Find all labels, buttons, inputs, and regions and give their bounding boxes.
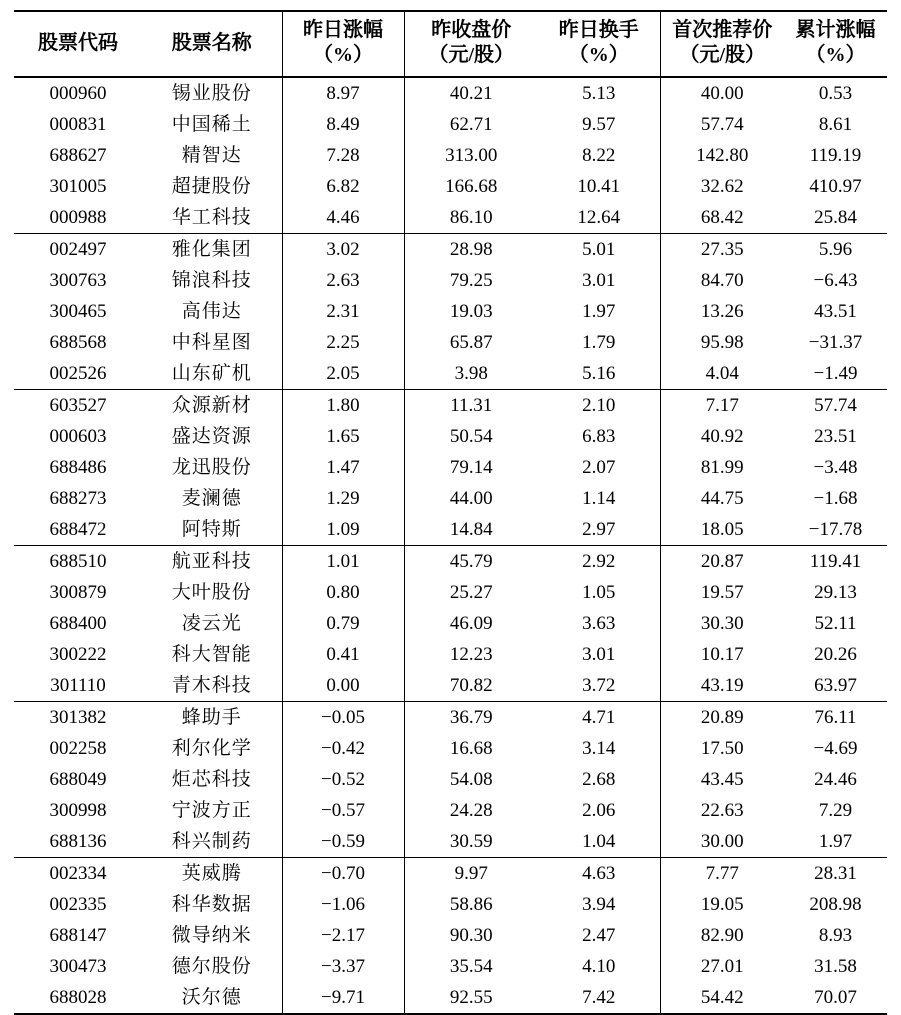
cell-stock-name: 华工科技 (171, 207, 252, 228)
table-row (14, 826, 887, 858)
cell-prev-change: −9.71 (282, 982, 404, 1014)
cell-cumulative-change: −3.48 (813, 457, 858, 478)
table-row (14, 109, 887, 140)
table-header (14, 11, 887, 77)
cell-prev-close: 30.59 (404, 826, 538, 858)
cell-stock-code: 300473 (49, 956, 107, 977)
cell-prev-close: 86.10 (404, 202, 538, 234)
cell-stock-name: 中国稀土 (171, 114, 252, 135)
table-row (14, 577, 887, 608)
cell-prev-close: 313.00 (404, 140, 538, 171)
cell-stock-code: 688049 (49, 769, 107, 790)
cell-stock-name: 科华数据 (171, 894, 252, 915)
table-row (14, 951, 887, 982)
cell-turnover: 5.16 (582, 363, 616, 384)
cell-stock-code: 300879 (49, 582, 107, 603)
cell-prev-close: 28.98 (404, 234, 538, 266)
column-header-name (142, 11, 282, 77)
table-row (14, 390, 887, 422)
cell-turnover: 2.07 (582, 457, 616, 478)
cell-stock-code: 300222 (49, 644, 107, 665)
cell-first-rec-price: 54.42 (660, 982, 784, 1014)
table-row (14, 421, 887, 452)
column-header-turnover-line1: 昨日换手 (558, 19, 639, 41)
table-row (14, 546, 887, 578)
cell-first-rec-price: 7.17 (660, 390, 784, 422)
cell-prev-change: −0.52 (282, 764, 404, 795)
cell-stock-code: 688568 (49, 332, 107, 353)
cell-prev-close: 12.23 (404, 639, 538, 670)
table-row (14, 608, 887, 639)
cell-cumulative-change: −31.37 (808, 332, 863, 353)
column-header-prev-change-line2: （%） (313, 44, 373, 66)
cell-prev-close: 79.14 (404, 452, 538, 483)
cell-first-rec-price: 142.80 (660, 140, 784, 171)
cell-stock-code: 002334 (14, 858, 142, 890)
cell-first-rec-price: 81.99 (660, 452, 784, 483)
cell-stock-name: 炬芯科技 (171, 769, 252, 790)
cell-prev-change: 4.46 (282, 202, 404, 234)
cell-prev-close: 65.87 (404, 327, 538, 358)
cell-first-rec-price: 57.74 (660, 109, 784, 140)
column-header-prev-change-line1: 昨日涨幅 (303, 19, 383, 41)
cell-prev-change: −0.42 (282, 733, 404, 764)
table-row (14, 514, 887, 546)
cell-cumulative-change: −1.49 (813, 363, 858, 384)
cell-cumulative-change: 119.19 (809, 145, 862, 166)
cell-prev-change: 1.29 (282, 483, 404, 514)
cell-prev-close: 54.08 (404, 764, 538, 795)
table-row (14, 982, 887, 1014)
table-row (14, 358, 887, 390)
cell-turnover: 5.01 (538, 234, 660, 266)
cell-prev-change: 6.82 (282, 171, 404, 202)
cell-stock-code: 000988 (49, 207, 107, 228)
cell-turnover: 3.01 (582, 270, 616, 291)
cell-prev-close: 45.79 (404, 546, 538, 578)
cell-stock-name: 山东矿机 (171, 363, 252, 384)
table-row (14, 296, 887, 327)
cell-turnover: 2.06 (582, 800, 616, 821)
cell-cumulative-change: 7.29 (818, 800, 853, 821)
cell-cumulative-change: 8.93 (818, 925, 853, 946)
cell-first-rec-price: 43.19 (660, 670, 784, 702)
cell-turnover: 5.13 (582, 83, 616, 104)
cell-turnover: 3.01 (582, 644, 616, 665)
cell-prev-change: 2.25 (282, 327, 404, 358)
cell-turnover: 9.57 (582, 114, 616, 135)
cell-prev-change: 2.31 (282, 296, 404, 327)
cell-stock-name: 航亚科技 (142, 546, 282, 578)
cell-first-rec-price: 7.77 (660, 858, 784, 890)
cell-cumulative-change: 119.41 (784, 546, 887, 578)
cell-stock-code: 000960 (49, 83, 107, 104)
cell-prev-close: 25.27 (404, 577, 538, 608)
cell-stock-code: 002258 (49, 738, 107, 759)
cell-first-rec-price: 40.00 (660, 77, 784, 109)
cell-first-rec-price: 20.89 (660, 702, 784, 734)
cell-prev-change: −0.59 (282, 826, 404, 858)
cell-prev-change: −0.70 (282, 858, 404, 890)
cell-turnover: 1.97 (582, 301, 616, 322)
cell-stock-name: 龙迅股份 (171, 457, 252, 478)
cell-stock-code: 688400 (49, 613, 107, 634)
cell-stock-name: 宁波方正 (171, 800, 252, 821)
cell-cumulative-change: 208.98 (809, 894, 862, 915)
cell-prev-change: 0.41 (282, 639, 404, 670)
cell-first-rec-price: 95.98 (660, 327, 784, 358)
cell-prev-change: 1.80 (282, 390, 404, 422)
column-header-cumulative-change-line2: （%） (805, 44, 866, 66)
cell-stock-name: 微导纳米 (171, 925, 252, 946)
cell-prev-close: 166.68 (404, 171, 538, 202)
cell-first-rec-price: 19.57 (660, 577, 784, 608)
column-header-first-rec-price (660, 11, 784, 77)
column-header-cumulative-change (784, 11, 887, 77)
column-header-turnover (538, 11, 660, 77)
cell-turnover: 1.04 (582, 831, 616, 852)
cell-first-rec-price: 10.17 (660, 639, 784, 670)
cell-prev-change: 3.02 (282, 234, 404, 266)
cell-cumulative-change: 52.11 (814, 613, 857, 634)
cell-cumulative-change: −17.78 (808, 519, 863, 540)
cell-prev-close: 46.09 (404, 608, 538, 639)
cell-prev-close: 19.03 (404, 296, 538, 327)
cell-stock-name: 科兴制药 (171, 831, 252, 852)
cell-prev-change: 0.00 (282, 670, 404, 702)
cell-turnover: 3.14 (582, 738, 616, 759)
stock-recommendation-table (14, 10, 887, 1015)
cell-stock-code: 002526 (49, 363, 107, 384)
cell-first-rec-price: 44.75 (660, 483, 784, 514)
table-row (14, 77, 887, 109)
cell-cumulative-change: 29.13 (814, 582, 857, 603)
cell-first-rec-price: 32.62 (660, 171, 784, 202)
cell-stock-code: 688136 (49, 831, 107, 852)
cell-prev-close: 40.21 (404, 77, 538, 109)
cell-stock-code: 301005 (49, 176, 107, 197)
table-row (14, 733, 887, 764)
cell-turnover: 2.97 (582, 519, 616, 540)
cell-stock-name: 中科星图 (171, 332, 252, 353)
cell-stock-name: 麦澜德 (181, 488, 242, 509)
cell-first-rec-price: 68.42 (660, 202, 784, 234)
cell-cumulative-change: 63.97 (814, 675, 857, 696)
cell-prev-change: 0.80 (282, 577, 404, 608)
cell-cumulative-change: 8.61 (818, 114, 853, 135)
cell-turnover: 4.71 (538, 702, 660, 734)
column-header-prev-close (404, 11, 538, 77)
table-row (14, 265, 887, 296)
cell-prev-close: 58.86 (404, 889, 538, 920)
cell-turnover: 10.41 (577, 176, 621, 197)
cell-cumulative-change: 76.11 (784, 702, 887, 734)
column-header-name-line1: 股票名称 (171, 31, 252, 54)
cell-turnover: 3.63 (582, 613, 616, 634)
cell-stock-code: 688028 (14, 982, 142, 1014)
cell-cumulative-change: 0.53 (818, 83, 853, 104)
table-row (14, 920, 887, 951)
cell-stock-name: 利尔化学 (171, 738, 252, 759)
table-row (14, 702, 887, 734)
cell-stock-name: 精智达 (181, 145, 242, 166)
cell-stock-code: 603527 (14, 390, 142, 422)
cell-prev-change: −1.06 (282, 889, 404, 920)
cell-prev-close: 9.97 (404, 858, 538, 890)
cell-turnover: 1.05 (582, 582, 616, 603)
table-row (14, 483, 887, 514)
column-header-prev-close-line1: 昨收盘价 (431, 19, 512, 41)
cell-turnover: 4.63 (538, 858, 660, 890)
column-header-prev-change (282, 11, 404, 77)
cell-stock-code: 300998 (49, 800, 107, 821)
header-row (14, 11, 887, 77)
cell-first-rec-price: 19.05 (660, 889, 784, 920)
cell-prev-change: 1.65 (282, 421, 404, 452)
table-row (14, 234, 887, 266)
cell-prev-change: 0.79 (282, 608, 404, 639)
cell-turnover: 2.92 (538, 546, 660, 578)
cell-cumulative-change: −1.68 (813, 488, 858, 509)
cell-stock-name: 锦浪科技 (171, 270, 252, 291)
cell-cumulative-change: 24.46 (814, 769, 857, 790)
cell-cumulative-change: 25.84 (814, 207, 857, 228)
cell-stock-name: 德尔股份 (171, 956, 252, 977)
cell-prev-close: 44.00 (404, 483, 538, 514)
cell-first-rec-price: 82.90 (660, 920, 784, 951)
cell-prev-change: 1.09 (282, 514, 404, 546)
cell-first-rec-price: 22.63 (660, 795, 784, 826)
cell-prev-change: 1.01 (282, 546, 404, 578)
cell-cumulative-change: 43.51 (814, 301, 857, 322)
cell-stock-name: 超捷股份 (171, 176, 252, 197)
cell-cumulative-change: −4.69 (813, 738, 858, 759)
table-row (14, 764, 887, 795)
column-header-first-rec-price-line2: （元/股） (679, 44, 766, 66)
cell-first-rec-price: 43.45 (660, 764, 784, 795)
cell-cumulative-change: 23.51 (814, 426, 857, 447)
cell-prev-close: 50.54 (404, 421, 538, 452)
table-body (14, 77, 887, 1014)
table-row (14, 171, 887, 202)
cell-turnover: 3.94 (582, 894, 616, 915)
cell-turnover: 1.79 (582, 332, 616, 353)
cell-cumulative-change: 410.97 (809, 176, 862, 197)
cell-prev-change: −3.37 (282, 951, 404, 982)
column-header-prev-close-line2: （元/股） (428, 44, 515, 66)
cell-stock-name: 众源新材 (142, 390, 282, 422)
cell-prev-close: 35.54 (404, 951, 538, 982)
cell-turnover: 8.22 (582, 145, 616, 166)
cell-turnover: 2.47 (582, 925, 616, 946)
cell-stock-code: 688273 (49, 488, 107, 509)
cell-first-rec-price: 84.70 (660, 265, 784, 296)
cell-stock-code: 300763 (49, 270, 107, 291)
cell-stock-name: 雅化集团 (142, 234, 282, 266)
cell-cumulative-change: 1.97 (818, 831, 853, 852)
cell-prev-change: 8.49 (282, 109, 404, 140)
cell-stock-name: 科大智能 (171, 644, 252, 665)
cell-stock-name: 高伟达 (181, 301, 242, 322)
cell-prev-change: 7.28 (282, 140, 404, 171)
cell-prev-change: −0.05 (282, 702, 404, 734)
cell-first-rec-price: 18.05 (660, 514, 784, 546)
cell-prev-change: 2.63 (282, 265, 404, 296)
cell-cumulative-change: 31.58 (814, 956, 857, 977)
cell-turnover: 2.10 (538, 390, 660, 422)
cell-prev-change: 1.47 (282, 452, 404, 483)
cell-cumulative-change: 70.07 (784, 982, 887, 1014)
cell-cumulative-change: 5.96 (784, 234, 887, 266)
cell-prev-close: 16.68 (404, 733, 538, 764)
cell-prev-change: 2.05 (282, 358, 404, 390)
table-row (14, 140, 887, 171)
cell-stock-code: 002497 (14, 234, 142, 266)
cell-turnover: 4.10 (582, 956, 616, 977)
table-row (14, 889, 887, 920)
cell-prev-close: 90.30 (404, 920, 538, 951)
cell-stock-code: 688510 (14, 546, 142, 578)
cell-stock-name: 盛达资源 (171, 426, 252, 447)
cell-first-rec-price: 30.00 (660, 826, 784, 858)
cell-stock-name: 英威腾 (142, 858, 282, 890)
table-row (14, 670, 887, 702)
cell-stock-code: 688147 (49, 925, 107, 946)
column-header-code-line1: 股票代码 (38, 31, 118, 54)
column-header-cumulative-change-line1: 累计涨幅 (795, 19, 876, 41)
cell-stock-name: 锡业股份 (171, 83, 252, 104)
cell-prev-close: 14.84 (404, 514, 538, 546)
table-row (14, 327, 887, 358)
cell-cumulative-change: 28.31 (784, 858, 887, 890)
cell-stock-name: 阿特斯 (181, 519, 242, 540)
cell-stock-name: 沃尔德 (142, 982, 282, 1014)
cell-turnover: 7.42 (538, 982, 660, 1014)
cell-prev-close: 62.71 (404, 109, 538, 140)
cell-prev-change: −0.57 (282, 795, 404, 826)
table-row (14, 639, 887, 670)
cell-prev-close: 3.98 (404, 358, 538, 390)
cell-prev-close: 24.28 (404, 795, 538, 826)
cell-stock-code: 688486 (49, 457, 107, 478)
cell-first-rec-price: 30.30 (660, 608, 784, 639)
cell-turnover: 12.64 (577, 207, 621, 228)
table-row (14, 858, 887, 890)
table-row (14, 795, 887, 826)
cell-first-rec-price: 4.04 (660, 358, 784, 390)
cell-prev-close: 92.55 (404, 982, 538, 1014)
cell-turnover: 6.83 (582, 426, 616, 447)
cell-stock-code: 000831 (49, 114, 107, 135)
cell-stock-name: 大叶股份 (171, 582, 252, 603)
cell-prev-close: 11.31 (404, 390, 538, 422)
cell-stock-code: 301382 (14, 702, 142, 734)
cell-stock-code: 301110 (50, 675, 106, 696)
cell-stock-name: 青木科技 (171, 675, 252, 696)
cell-first-rec-price: 27.35 (660, 234, 784, 266)
cell-prev-change: 8.97 (282, 77, 404, 109)
cell-cumulative-change: −6.43 (813, 270, 858, 291)
cell-stock-name: 蜂助手 (142, 702, 282, 734)
table-row (14, 452, 887, 483)
cell-first-rec-price: 17.50 (660, 733, 784, 764)
cell-stock-code: 688627 (49, 145, 107, 166)
cell-stock-code: 000603 (49, 426, 107, 447)
cell-prev-close: 79.25 (404, 265, 538, 296)
table-row (14, 202, 887, 234)
cell-cumulative-change: 20.26 (814, 644, 857, 665)
cell-prev-close: 36.79 (404, 702, 538, 734)
cell-cumulative-change: 57.74 (784, 390, 887, 422)
cell-first-rec-price: 20.87 (660, 546, 784, 578)
column-header-code (14, 11, 142, 77)
cell-first-rec-price: 40.92 (660, 421, 784, 452)
cell-prev-change: −2.17 (282, 920, 404, 951)
cell-stock-code: 300465 (49, 301, 107, 322)
cell-turnover: 2.68 (582, 769, 616, 790)
cell-stock-name: 凌云光 (181, 613, 242, 634)
cell-stock-code: 002335 (49, 894, 107, 915)
cell-first-rec-price: 27.01 (660, 951, 784, 982)
column-header-turnover-line2: （%） (568, 44, 629, 66)
cell-prev-close: 70.82 (404, 670, 538, 702)
cell-first-rec-price: 13.26 (660, 296, 784, 327)
cell-turnover: 1.14 (582, 488, 616, 509)
cell-turnover: 3.72 (582, 675, 616, 696)
cell-stock-code: 688472 (49, 519, 107, 540)
column-header-first-rec-price-line1: 首次推荐价 (672, 19, 773, 41)
